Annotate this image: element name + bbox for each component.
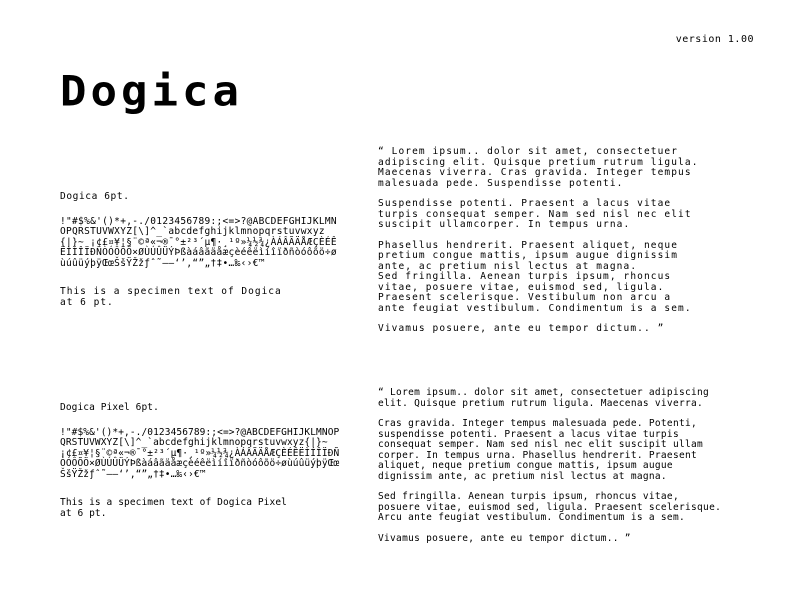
lorem-paragraph: Vivamus posuere, ante eu tempor dictum.. ” <box>378 532 631 544</box>
lorem-paragraph: Cras gravida. Integer tempus malesuada pede. Potenti, suspendisse potenti. Praesent a lacus vitae turpis consequat semper. Nam sed nisl nec elit suscipit ullam corper. In tempus urna. Phasellus hendrerit. Praesent aliquet, neque pretium congue mattis, ipsum augue dignissim ante, ac pretium nisl lectus at magna. <box>378 418 704 482</box>
lorem-paragraph: “ Lorem ipsum.. dolor sit amet, consectetuer adipiscing elit. Quisque pretium rutrum ligula. Maecenas viverra. <box>378 387 710 409</box>
dogica-pixel-charset: !"#$%&'()*+,-./0123456789:;<=>?@ABCDEFGHIJKLMNOPQRSTUVWXYZ[\]^_`abcdefghijklmnopqrstuvwxyz{|}~ ¡¢£¤¥¦§¨©ª«¬®¯°±²³´µ¶·¸¹º»¼½¾¿ÀÁÂÃÄÅÆÇÈÉÊËÌÍÎÏÐÑÒÓÔÕÖ×ØÙÚÛÜÝÞßàáâãäåæçèéêëìíîïðñòóôõö÷øùúûüýþÿŒœŠšŸŽžƒˆ˜–—‘’‚“”„†‡•…‰‹›€™ <box>60 426 340 480</box>
dogica-charset: !"#$%&'()*+,-./0123456789:;<=>?@ABCDEFGHIJKLMNOPQRSTUVWXYZ[\]^_`abcdefghijklmnopqrstuvwxyz{|}~ ¡¢£¤¥¦§¨©ª«¬®¯°±²³´µ¶·¸¹º»¼½¾¿ÀÁÂÃÄÅÆÇÈÉÊËÌÍÎÏÐÑÒÓÔÕÖ×ØÙÚÛÜÝÞßàáâãäåæçèéêëìíîïðñòóôõö÷øùúûüýþÿŒœŠšŸŽžƒˆ˜–—‘’‚“”„†‡•…‰‹›€™ <box>60 215 337 269</box>
dogica-specimen-block <box>60 192 340 308</box>
lorem-paragraph: Suspendisse potenti. Praesent a lacus vitae turpis consequat semper. Nam sed nisl nec elit suscipit ullamcorper. In tempus urna. <box>378 198 692 230</box>
dogica-size-label: Dogica 6pt. <box>60 191 130 202</box>
lorem-paragraph: Vivamus posuere, ante eu tempor dictum.. ” <box>378 323 665 334</box>
dogica-pixel-specimen-block <box>60 403 340 519</box>
dogica-pixel-size-label: Dogica Pixel 6pt. <box>60 402 159 413</box>
dogica-specimen-text: This is a specimen text of Dogica at 6 pt. <box>60 286 282 308</box>
lorem-paragraph: Sed fringilla. Aenean turpis ipsum, rhoncus vitae, posuere vitae, euismod sed, ligula. Praesent scelerisque. Arcu ante feugiat vestibulum. Condimentum is a sem. <box>378 491 722 523</box>
page-title: Dogica <box>60 67 243 116</box>
lorem-column-dogica-pixel <box>378 388 758 554</box>
lorem-column-dogica <box>378 147 758 345</box>
lorem-paragraph: “ Lorem ipsum.. dolor sit amet, consectetuer adipiscing elit. Quisque pretium rutrum ligula. Maecenas viverra. Cras gravida. Integer tempus malesuada pede. Suspendisse potenti. <box>378 146 699 189</box>
version-label: version 1.00 <box>675 34 754 45</box>
dogica-pixel-specimen-text: This is a specimen text of Dogica Pixel at 6 pt. <box>60 497 287 519</box>
lorem-paragraph: Phasellus hendrerit. Praesent aliquet, neque pretium congue mattis, ipsum augue dignissim ante, ac pretium nisl lectus at magna. Sed fringilla. Aenean turpis ipsum, rhoncus vitae, posuere vitae, euismod sed, ligula. Praesent scelerisque. Vestibulum non arcu a ante feugiat vestibulum. Condimentum is a sem. <box>378 239 692 314</box>
